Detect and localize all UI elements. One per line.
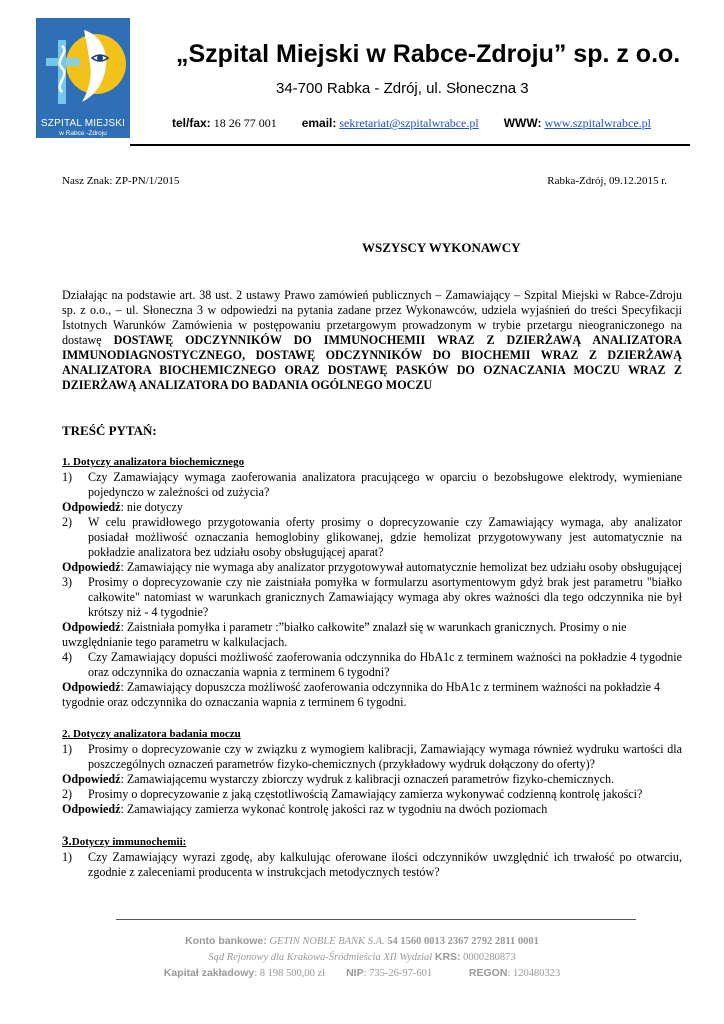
answer-text: : Zamawiający dopuszcza możliwość zaoferowania odczynnika do HbA1c z terminem ważności na pokładzie 4 tygodnie oraz odczynnika do oznaczania wapnia z terminem 6 tygodni. [62,680,661,709]
subsection-urine: 2. Dotyczy analizatora badania moczu [62,728,241,740]
letter-date: Rabka-Zdrój, 09.12.2015 r. [547,175,667,187]
answer-item [62,680,682,710]
tel-label: tel/fax: [172,116,211,130]
logo-text-location: w Rabce -Zdroju [59,130,107,137]
regon-label: REGON [468,967,508,979]
subsection-biochemical: 1. Dotyczy analizatora biochemicznego [62,456,245,468]
answer-text: : Zaistniała pomyłka i parametr :”białko całkowite” znalazł się w warunkach granicznych. Prosimy o nie uwzględnianie tego parametru w kalkulacjach. [62,620,627,649]
answer-item [62,560,682,575]
nip-label: NIP [346,967,364,979]
reference-number: Nasz Znak: ZP-PN/1/2015 [62,175,180,187]
subsection-immunochemistry [62,833,682,850]
intro-text: Działając na podstawie art. 38 ust. 2 ustawy Prawo zamówień publicznych – Zamawiający – Szpital Miejski w Rabce-Zdroju sp. z o.o., – ul. Słoneczna 3 w odpowiedzi na pytania zadane przez Wykonawców, udziela wyjaśnień do treści Specyfikacji Istotnych Warunków Zamówienia w postępowaniu przetargowym prowadzonym w trybie przetargu nieograniczonego na dostawę [62,288,682,347]
question-item [62,470,682,500]
email-label: email: [301,116,337,130]
answer-label: Odpowiedź [62,772,121,786]
court-name: Sąd Rejonowy dla Krakowa-Śródmieścia XII Wydział [208,952,433,963]
krs-label: KRS: [434,951,461,963]
website-link[interactable]: www.szpitalwrabce.pl [544,116,651,130]
question-number: 1) [62,470,73,484]
bank-name: GETIN NOBLE BANK S.A. [269,936,385,947]
logo-text-name: SZPITAL MIEJSKI [40,118,126,129]
answer-item [62,620,682,650]
bank-label: Konto bankowe: [185,935,267,947]
capital-value: : 8 198 500,00 zł [254,968,326,979]
question-number: 1) [62,742,73,756]
footer-bank [0,935,724,947]
regon-value: : 120480323 [507,968,561,979]
footer-court [0,951,724,963]
intro-subject: DOSTAWĘ ODCZYNNIKÓW DO IMMUNOCHEMII WRAZ Z DZIERŻAWĄ ANALIZATORA IMMUNODIAGNOSTYCZNEGO, DOSTAWĘ ODCZYNNIKÓW DO BIOCHEMII WRAZ Z DZIERŻAWĄ ANALIZATORA BIOCHEMICZNEGO ORAZ DOSTAWĘ PASKÓW DO OZNACZANIA MOCZU WRAZ Z DZIERŻAWĄ ANALIZATORA DO BADANIA OGÓLNEGO MOCZU [62,333,683,392]
answer-item [62,802,682,817]
hospital-logo [36,18,130,138]
page-title: „Szpital Miejski w Rabce-Zdroju” sp. z o.o. [176,40,681,68]
answer-label: Odpowiedź [62,802,121,816]
letter-body [62,288,682,880]
answer-text: : nie dotyczy [120,500,183,514]
answer-item [62,500,682,515]
subsection-number: 3. [62,833,72,848]
question-number: 2) [62,515,73,529]
addressee: WSZYSCY WYKONAWCY [362,240,521,255]
intro-paragraph [62,288,682,393]
question-number: 3) [62,575,73,589]
nip-value: : 735-26-97-601 [363,968,433,979]
answer-label: Odpowiedź [62,620,121,634]
question-text: Czy Zamawiający wymaga zaoferowania analizatora pracującego w oparciu o bezobsługowe elektrody, wymieniane pojedynczo w zależności od zużycia? [88,470,682,499]
question-text: Prosimy o doprecyzowanie czy nie zaistniała pomyłka w formularzu asortymentowym gdyż brak jest parametru "białko całkowite" natomiast w warunkach granicznych Zamawiający wymaga aby okres ważności dla tego odczynnika nie był krótszy niż - 4 tygodnie? [88,575,682,619]
question-text: Prosimy o doprecyzowanie czy w związku z wymogiem kalibracji, Zamawiający wymaga również wydruku wartości dla poszczególnych oznaczeń parametrów fizyko-chemicznych (przykładowy wydruk dołączony do oferty)? [88,742,682,771]
question-item [62,850,682,880]
question-item [62,742,682,772]
krs-value: 0000280873 [463,952,516,963]
question-number: 2) [62,787,73,801]
question-item [62,575,682,620]
tel-value: 18 26 77 001 [213,116,277,130]
answer-label: Odpowiedź [62,500,121,514]
header-divider [130,144,690,146]
email-link[interactable]: sekretariat@szpitalwrabce.pl [339,116,479,130]
question-text: W celu prawidłowego przygotowania oferty prosimy o doprecyzowanie czy Zamawiający wymaga, aby analizator posiadał możliwość oznaczania hemoglobiny glikowanej, gdzie hemolizat przygotowywany jest automatycznie na pokładzie analizatora bez udziału osoby obsługującej aparat? [88,515,682,559]
answer-text: : Zamawiający zamierza wykonać kontrolę jakości raz w tygodniu na dwóch poziomach [120,802,548,816]
capital-label: Kapitał zakładowy [163,967,255,979]
footer-divider [116,919,636,920]
answer-item [62,772,682,787]
subsection-title: Dotyczy immunochemii: [71,836,187,848]
question-text: Prosimy o doprecyzowanie z jaką częstotliwością Zamawiający zamierza wykonywać codzienną kontrolę jakości? [88,787,643,801]
question-text: Czy Zamawiający dopuści możliwość zaoferowania odczynnika do HbA1c z terminem ważności na pokładzie 4 tygodnie oraz odczynnika do oznaczania wapnia z terminem 6 tygodni? [88,650,682,679]
answer-text: : Zamawiający nie wymaga aby analizator przygotowywał automatycznie hemolizat bez udziału osoby obsługującej [120,560,682,574]
contact-line [172,116,651,131]
question-item [62,650,682,680]
hospital-address: 34-700 Rabka - Zdrój, ul. Słoneczna 3 [276,80,529,97]
question-item [62,787,682,802]
question-number: 4) [62,650,73,664]
footer-registry [0,967,724,979]
section-title: TREŚĆ PYTAŃ: [62,423,157,438]
answer-label: Odpowiedź [62,680,121,694]
answer-label: Odpowiedź [62,560,121,574]
answer-text: : Zamawiającemu wystarczy zbiorczy wydruk z kalibracji oznaczeń parametrów fizyko-chemicznych. [120,772,615,786]
question-number: 1) [62,850,73,864]
question-item [62,515,682,560]
www-label: WWW: [503,116,542,130]
question-text: Czy Zamawiający wyrazi zgodę, aby kalkulując oferowane ilości odczynników uwzględnić ich trwałość po otwarciu, zgodnie z zaleceniami producenta w instrukcjach metodycznych testów? [88,850,682,879]
bank-account: 54 1560 0013 2367 2792 2811 0001 [387,936,539,947]
